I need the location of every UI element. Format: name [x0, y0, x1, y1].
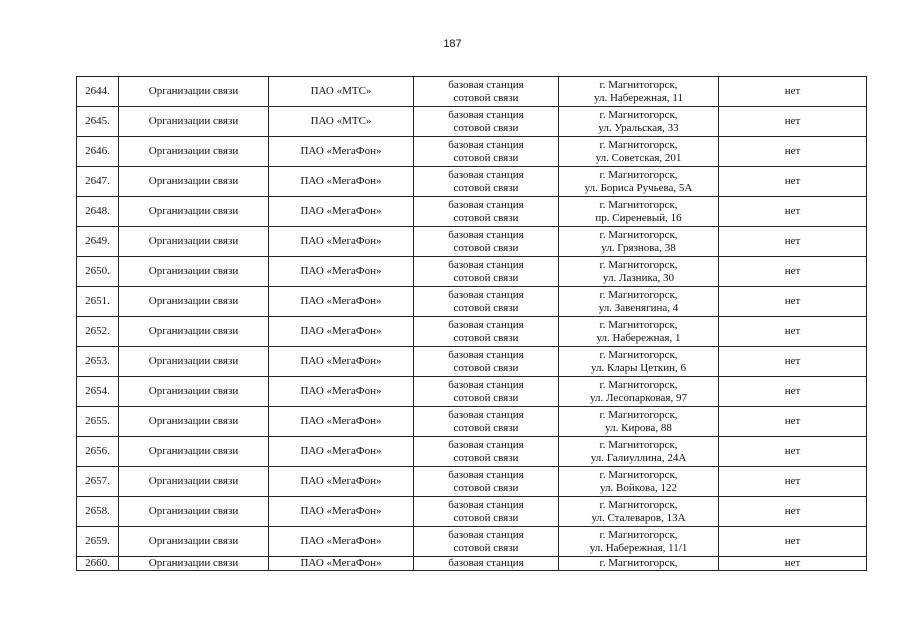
- row-object: [414, 527, 559, 557]
- row-address-line-1: г. Магнитогорск,: [599, 108, 678, 121]
- row-flag: нет: [719, 287, 867, 317]
- row-category: Организации связи: [119, 197, 269, 227]
- table-row: [77, 107, 867, 137]
- row-address-line-2: ул. Лесопарковая, 97: [590, 391, 687, 404]
- row-address: [559, 407, 719, 437]
- row-object: [414, 137, 559, 167]
- table-row: [77, 77, 867, 107]
- row-address: [559, 467, 719, 497]
- row-address: [559, 257, 719, 287]
- row-object-line-1: базовая станция: [448, 168, 524, 181]
- row-flag: нет: [719, 557, 867, 571]
- row-category: Организации связи: [119, 557, 269, 571]
- row-flag: нет: [719, 107, 867, 137]
- row-number: 2646.: [77, 137, 119, 167]
- row-object-line-1: базовая станция: [448, 108, 524, 121]
- table-row: [77, 137, 867, 167]
- row-address-line-2: ул. Завенягина, 4: [598, 301, 679, 314]
- row-object-line-1: базовая станция: [448, 318, 524, 331]
- row-object-line-2: сотовой связи: [453, 361, 519, 374]
- row-object-line-2: сотовой связи: [453, 451, 519, 464]
- row-address: [559, 287, 719, 317]
- row-number: 2647.: [77, 167, 119, 197]
- row-number: 2649.: [77, 227, 119, 257]
- row-object-line-2: сотовой связи: [453, 481, 519, 494]
- row-category: Организации связи: [119, 407, 269, 437]
- row-number: 2645.: [77, 107, 119, 137]
- row-address: [559, 497, 719, 527]
- row-object: [414, 107, 559, 137]
- row-category: Организации связи: [119, 137, 269, 167]
- row-organization: ПАО «МегаФон»: [269, 377, 414, 407]
- row-flag: нет: [719, 377, 867, 407]
- row-number: 2654.: [77, 377, 119, 407]
- row-object: [414, 467, 559, 497]
- row-address-line-1: г. Магнитогорск,: [599, 318, 678, 331]
- row-object-line-1: базовая станция: [448, 348, 524, 361]
- row-category: Организации связи: [119, 77, 269, 107]
- row-organization: ПАО «МегаФон»: [269, 407, 414, 437]
- row-address: [559, 167, 719, 197]
- table-row: [77, 287, 867, 317]
- row-object: [414, 437, 559, 467]
- table-row: [77, 437, 867, 467]
- row-address-line-2: ул. Клары Цеткин, 6: [590, 361, 687, 374]
- row-organization: ПАО «МегаФон»: [269, 287, 414, 317]
- table-row: [77, 497, 867, 527]
- table-row: [77, 407, 867, 437]
- row-address-line-2: ул. Советская, 201: [595, 151, 682, 164]
- row-number: 2655.: [77, 407, 119, 437]
- page-number: 187: [443, 38, 462, 50]
- row-object-line-2: сотовой связи: [453, 181, 519, 194]
- row-flag: нет: [719, 77, 867, 107]
- row-object-line-1: базовая станция: [448, 408, 524, 421]
- row-address-line-1: г. Магнитогорск,: [599, 198, 678, 211]
- row-number: 2652.: [77, 317, 119, 347]
- row-address: [559, 77, 719, 107]
- row-object-line-1: базовая станция: [448, 438, 524, 451]
- row-address: [559, 437, 719, 467]
- row-number: 2656.: [77, 437, 119, 467]
- row-address-line-2: ул. Лазника, 30: [602, 271, 675, 284]
- row-object-line-1: базовая станция: [448, 198, 524, 211]
- row-object-line-1: базовая станция: [448, 468, 524, 481]
- row-address-line-1: г. Магнитогорск,: [599, 438, 678, 451]
- row-flag: нет: [719, 527, 867, 557]
- row-object-line-2: сотовой связи: [453, 541, 519, 554]
- row-category: Организации связи: [119, 497, 269, 527]
- row-address: [559, 317, 719, 347]
- row-category: Организации связи: [119, 437, 269, 467]
- row-address: [559, 137, 719, 167]
- row-object: базовая станция: [414, 557, 559, 571]
- row-number: 2657.: [77, 467, 119, 497]
- row-flag: нет: [719, 347, 867, 377]
- row-address-line-1: г. Магнитогорск,: [599, 138, 678, 151]
- row-category: Организации связи: [119, 287, 269, 317]
- table-row: [77, 467, 867, 497]
- row-object-line-1: базовая станция: [448, 498, 524, 511]
- row-number: 2653.: [77, 347, 119, 377]
- row-flag: нет: [719, 497, 867, 527]
- row-object-line-1: базовая станция: [448, 288, 524, 301]
- row-object: [414, 497, 559, 527]
- row-category: Организации связи: [119, 167, 269, 197]
- row-object: [414, 257, 559, 287]
- row-address: [559, 197, 719, 227]
- row-flag: нет: [719, 437, 867, 467]
- row-flag: нет: [719, 197, 867, 227]
- row-organization: ПАО «МТС»: [269, 77, 414, 107]
- row-object-line-1: базовая станция: [448, 228, 524, 241]
- row-category: Организации связи: [119, 527, 269, 557]
- row-number: 2660.: [77, 557, 119, 571]
- row-number: 2659.: [77, 527, 119, 557]
- row-category: Организации связи: [119, 377, 269, 407]
- row-number: 2644.: [77, 77, 119, 107]
- registry-table: [76, 76, 867, 571]
- row-address-line-1: г. Магнитогорск,: [599, 468, 678, 481]
- row-address-line-1: г. Магнитогорск,: [599, 168, 678, 181]
- row-address-line-1: г. Магнитогорск,: [599, 528, 678, 541]
- row-object-line-2: сотовой связи: [453, 511, 519, 524]
- row-address-line-2: ул. Кирова, 88: [605, 421, 672, 434]
- row-address-line-2: ул. Уральская, 33: [598, 121, 679, 134]
- row-object-line-1: базовая станция: [448, 378, 524, 391]
- row-address-line-1: г. Магнитогорск,: [599, 408, 678, 421]
- row-address-line-1: г. Магнитогорск,: [599, 258, 678, 271]
- row-object: [414, 317, 559, 347]
- table-row: [77, 257, 867, 287]
- row-flag: нет: [719, 137, 867, 167]
- row-object: [414, 347, 559, 377]
- row-flag: нет: [719, 227, 867, 257]
- row-address-line-2: ул. Набережная, 11/1: [589, 541, 688, 554]
- row-object-line-2: сотовой связи: [453, 91, 519, 104]
- table-row: [77, 347, 867, 377]
- table-row: [77, 167, 867, 197]
- row-category: Организации связи: [119, 257, 269, 287]
- row-address-line-2: ул. Галиуллина, 24А: [590, 451, 687, 464]
- row-organization: ПАО «МегаФон»: [269, 227, 414, 257]
- row-object-line-2: сотовой связи: [453, 331, 519, 344]
- row-organization: ПАО «МегаФон»: [269, 167, 414, 197]
- row-flag: нет: [719, 407, 867, 437]
- row-object-line-2: сотовой связи: [453, 421, 519, 434]
- row-object-line-1: базовая станция: [448, 258, 524, 271]
- row-address-line-2: ул. Войкова, 122: [600, 481, 677, 494]
- row-organization: ПАО «МегаФон»: [269, 467, 414, 497]
- row-object-line-2: сотовой связи: [453, 301, 519, 314]
- row-address: [559, 107, 719, 137]
- table-row: [77, 317, 867, 347]
- row-flag: нет: [719, 257, 867, 287]
- row-object: [414, 287, 559, 317]
- row-object-line-2: сотовой связи: [453, 121, 519, 134]
- row-address-line-2: ул. Набережная, 1: [596, 331, 681, 344]
- row-object: [414, 197, 559, 227]
- row-object-line-2: сотовой связи: [453, 271, 519, 284]
- row-organization: ПАО «МегаФон»: [269, 437, 414, 467]
- row-object: [414, 167, 559, 197]
- row-number: 2651.: [77, 287, 119, 317]
- row-object: [414, 77, 559, 107]
- table-row: [77, 377, 867, 407]
- row-address-line-2: пр. Сиреневый, 16: [595, 211, 682, 224]
- row-address-line-1: г. Магнитогорск,: [599, 228, 678, 241]
- row-object-line-2: сотовой связи: [453, 241, 519, 254]
- row-object: [414, 227, 559, 257]
- table-row: [77, 527, 867, 557]
- row-category: Организации связи: [119, 467, 269, 497]
- row-object-line-2: сотовой связи: [453, 151, 519, 164]
- row-object-line-1: базовая станция: [448, 78, 524, 91]
- row-address-line-2: ул. Грязнова, 38: [601, 241, 676, 254]
- table-row: [77, 227, 867, 257]
- row-address: [559, 227, 719, 257]
- row-number: 2648.: [77, 197, 119, 227]
- row-address-line-1: г. Магнитогорск,: [599, 348, 678, 361]
- row-address-line-1: г. Магнитогорск,: [599, 288, 678, 301]
- row-address-line-1: г. Магнитогорск,: [599, 498, 678, 511]
- row-organization: ПАО «МегаФон»: [269, 197, 414, 227]
- row-object-line-1: базовая станция: [448, 138, 524, 151]
- row-number: 2658.: [77, 497, 119, 527]
- row-organization: ПАО «МегаФон»: [269, 527, 414, 557]
- row-object-line-1: базовая станция: [448, 528, 524, 541]
- row-address-line-2: ул. Набережная, 11: [593, 91, 684, 104]
- row-object: [414, 377, 559, 407]
- row-organization: ПАО «МТС»: [269, 107, 414, 137]
- row-object-line-2: сотовой связи: [453, 211, 519, 224]
- row-category: Организации связи: [119, 227, 269, 257]
- row-number: 2650.: [77, 257, 119, 287]
- row-object: [414, 407, 559, 437]
- row-category: Организации связи: [119, 317, 269, 347]
- row-organization: ПАО «МегаФон»: [269, 317, 414, 347]
- row-address-line-2: ул. Бориса Ручьева, 5А: [584, 181, 693, 194]
- row-flag: нет: [719, 467, 867, 497]
- row-address-line-1: г. Магнитогорск,: [599, 378, 678, 391]
- row-address: [559, 347, 719, 377]
- row-flag: нет: [719, 317, 867, 347]
- row-address: [559, 527, 719, 557]
- row-organization: ПАО «МегаФон»: [269, 347, 414, 377]
- row-address: [559, 377, 719, 407]
- row-organization: ПАО «МегаФон»: [269, 557, 414, 571]
- row-category: Организации связи: [119, 347, 269, 377]
- row-category: Организации связи: [119, 107, 269, 137]
- table-row-partial: [77, 557, 867, 571]
- row-object-line-2: сотовой связи: [453, 391, 519, 404]
- row-address-line-1: г. Магнитогорск,: [599, 78, 678, 91]
- row-organization: ПАО «МегаФон»: [269, 137, 414, 167]
- row-address: г. Магнитогорск,: [559, 557, 719, 571]
- row-address-line-2: ул. Сталеваров, 13А: [591, 511, 686, 524]
- table-body: [77, 77, 867, 571]
- row-flag: нет: [719, 167, 867, 197]
- row-organization: ПАО «МегаФон»: [269, 257, 414, 287]
- row-organization: ПАО «МегаФон»: [269, 497, 414, 527]
- table-row: [77, 197, 867, 227]
